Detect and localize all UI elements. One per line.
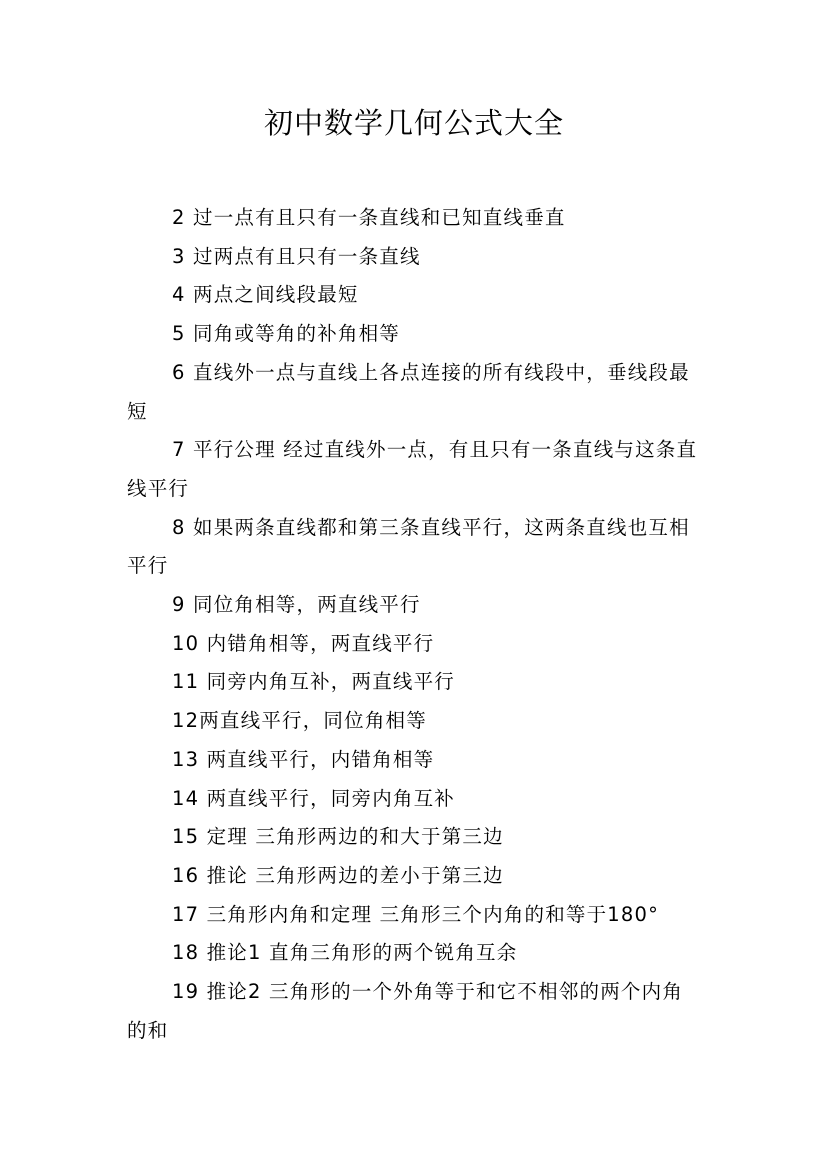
document-body [127,199,701,1050]
paragraph: 2 过一点有且只有一条直线和已知直线垂直 [172,206,566,229]
paragraph: 13 两直线平行，内错角相等 [172,747,435,771]
paragraph: 18 推论1 直角三角形的两个锐角互余 [172,941,518,965]
paragraph: 3 过两点有且只有一条直线 [172,244,421,268]
document-title: 初中数学几何公式大全 [263,106,564,140]
paragraph: 15 定理 三角形两边的和大于第三边 [172,825,504,849]
paragraph: 11 同旁内角互补，两直线平行 [172,670,456,694]
paragraph: 10 内错角相等，两直线平行 [172,631,435,655]
paragraph: 4 两点之间线段最短 [172,283,359,307]
paragraph: 9 同位角相等，两直线平行 [172,593,421,617]
paragraph: 5 同角或等角的补角相等 [172,322,401,346]
paragraph: 16 推论 三角形两边的差小于第三边 [172,863,504,887]
paragraph: 17 三角形内角和定理 三角形三个内角的和等于180° [172,902,660,926]
paragraph: 6 直线外一点与直线上各点连接的所有线段中，垂线段最短 [127,360,690,423]
paragraph: 8 如果两条直线都和第三条直线平行，这两条直线也互相平行 [127,515,690,578]
paragraph: 14 两直线平行，同旁内角互补 [172,786,456,810]
paragraph: 19 推论2 三角形的一个外角等于和它不相邻的两个内角的和 [127,980,684,1042]
paragraph: 7 平行公理 经过直线外一点，有且只有一条直线与这条直线平行 [127,438,698,500]
paragraph: 12两直线平行，同位角相等 [172,709,427,733]
